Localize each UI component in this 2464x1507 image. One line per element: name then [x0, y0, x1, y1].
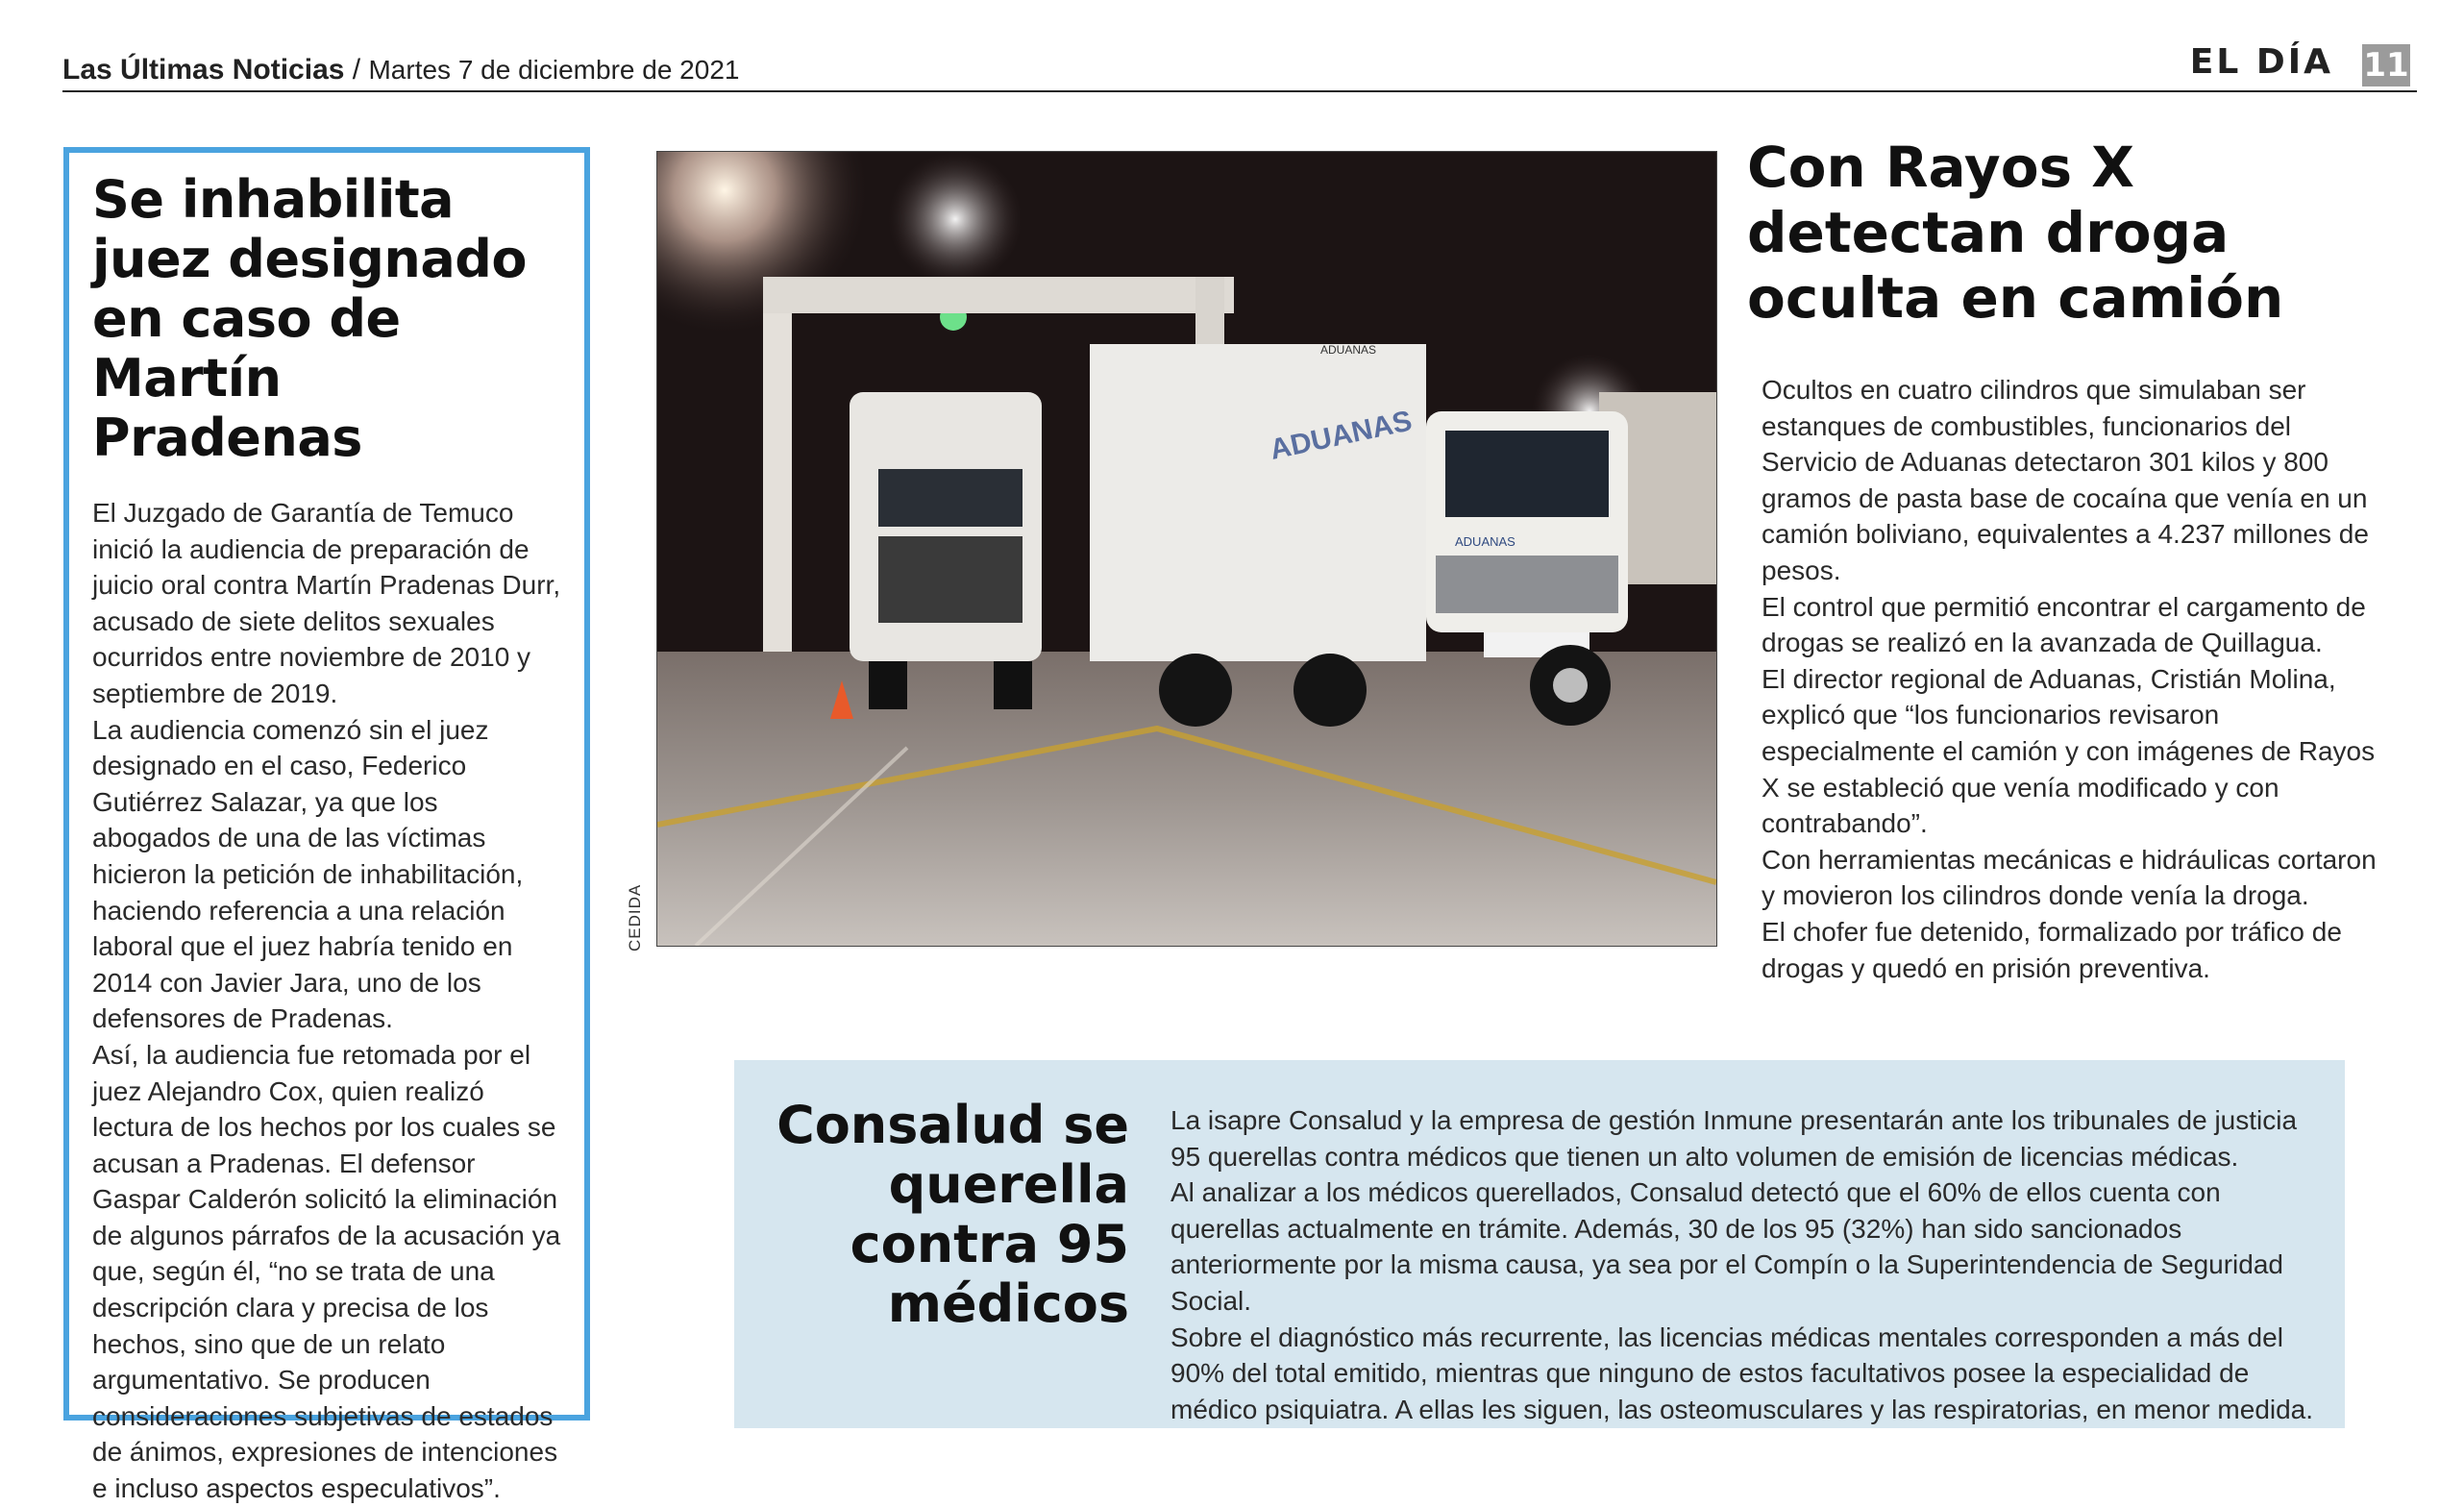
xray-story-paragraph: El director regional de Aduanas, Cristián Molina, explicó que “los funcionarios revisaron especialmente el camión y con imágenes de Rayos X se estableció que venía modificado y con contrabando”.: [1762, 663, 2376, 839]
header-rule: [62, 90, 2417, 92]
customs-truck-photo: [656, 151, 1717, 947]
xray-story-body: [1762, 372, 2377, 986]
judge-story-paragraph: La audiencia comenzó sin el juez designado en el caso, Federico Gutiérrez Salazar, ya que los abogados de una de las víctimas hicieron la petición de inhabilitación, haciendo referencia a una relación laboral que el juez habría tenido en 2014 con Javier Jara, uno de los defensores de Pradenas.: [92, 714, 524, 1034]
newspaper-name: Las Últimas Noticias: [62, 54, 345, 86]
judge-story-paragraph: El Juzgado de Garantía de Temuco inició la audiencia de preparación de juicio oral contra Martín Pradenas Durr, acusado de siete delitos sexuales ocurridos entre noviembre de 2010 y septiembre de 2019.: [92, 498, 561, 708]
consalud-story-body: [1170, 1102, 2314, 1427]
header-separator: /: [352, 54, 361, 86]
truck-side-text: ADUANAS: [1267, 405, 1416, 466]
masthead: [62, 54, 739, 86]
photo-credit: CEDIDA: [626, 883, 644, 951]
truck-door-text: ADUANAS: [1455, 534, 1515, 549]
xray-story-paragraph: Con herramientas mecánicas e hidráulicas cortaron y movieron los cilindros donde venía la droga.: [1762, 844, 2377, 911]
xray-story-paragraph: El control que permitió encontrar el cargamento de drogas se realizó en la avanzada de Quillagua.: [1762, 591, 2366, 658]
truck-top-text: ADUANAS: [1320, 343, 1377, 357]
consalud-story-paragraph: Sobre el diagnóstico más recurrente, las licencias médicas mentales corresponden a más del 90% del total emitido, mientras que ninguno de estos facultativos posee la especialidad de médico psiquiatra. A ellas les siguen, las osteomusculares y las respiratorias, en menor medida.: [1170, 1322, 2314, 1424]
consalud-story-headline: Consalud se querella contra 95 médicos: [776, 1095, 1129, 1334]
xray-story-headline: Con Rayos X detectan droga oculta en camión: [1747, 135, 2284, 331]
consalud-story-paragraph: Al analizar a los médicos querellados, Consalud detectó que el 60% de ellos cuenta con querellas actualmente en trámite. Además, 30 de los 95 (32%) han sido sancionados anteriormente por la misma causa, ya sea por el Compín o la Superintendencia de Seguridad Social.: [1170, 1177, 2283, 1316]
xray-story-paragraph: El chofer fue detenido, formalizado por tráfico de drogas y quedó en prisión preventiva.: [1762, 916, 2342, 983]
section-name: EL DÍA: [2189, 42, 2333, 82]
issue-date: Martes 7 de diciembre de 2021: [368, 55, 740, 85]
consalud-story-paragraph: La isapre Consalud y la empresa de gestión Inmune presentarán ante los tribunales de justicia 95 querellas contra médicos que tienen un alto volumen de emisión de licencias médicas.: [1170, 1105, 2298, 1172]
page-number: 11: [2363, 46, 2409, 85]
judge-story-headline: Se inhabilita juez designado en caso de Martín Pradenas: [92, 169, 528, 468]
judge-story-body: [92, 495, 563, 1507]
judge-story-box: [63, 147, 590, 1504]
judge-story-paragraph: Así, la audiencia fue retomada por el juez Alejandro Cox, quien realizó lectura de los hechos por los cuales se acusan a Pradenas. El defensor Gaspar Calderón solicitó la eliminación de algunos párrafos de la acusación ya que, según él, “no se trata de una descripción clara y precisa de los hechos, sino que de un relato argumentativo. Se producen consideraciones subjetivas de estados de ánimos, expresiones de intenciones e incluso aspectos especulativos”.: [92, 1039, 561, 1504]
xray-story-paragraph: Ocultos en cuatro cilindros que simulaban ser estanques de combustibles, funcionarios del Servicio de Aduanas detectaron 301 kilos y 800 gramos de pasta base de cocaína que venía en un camión boliviano, equivalentes a 4.237 millones de pesos.: [1762, 375, 2369, 585]
